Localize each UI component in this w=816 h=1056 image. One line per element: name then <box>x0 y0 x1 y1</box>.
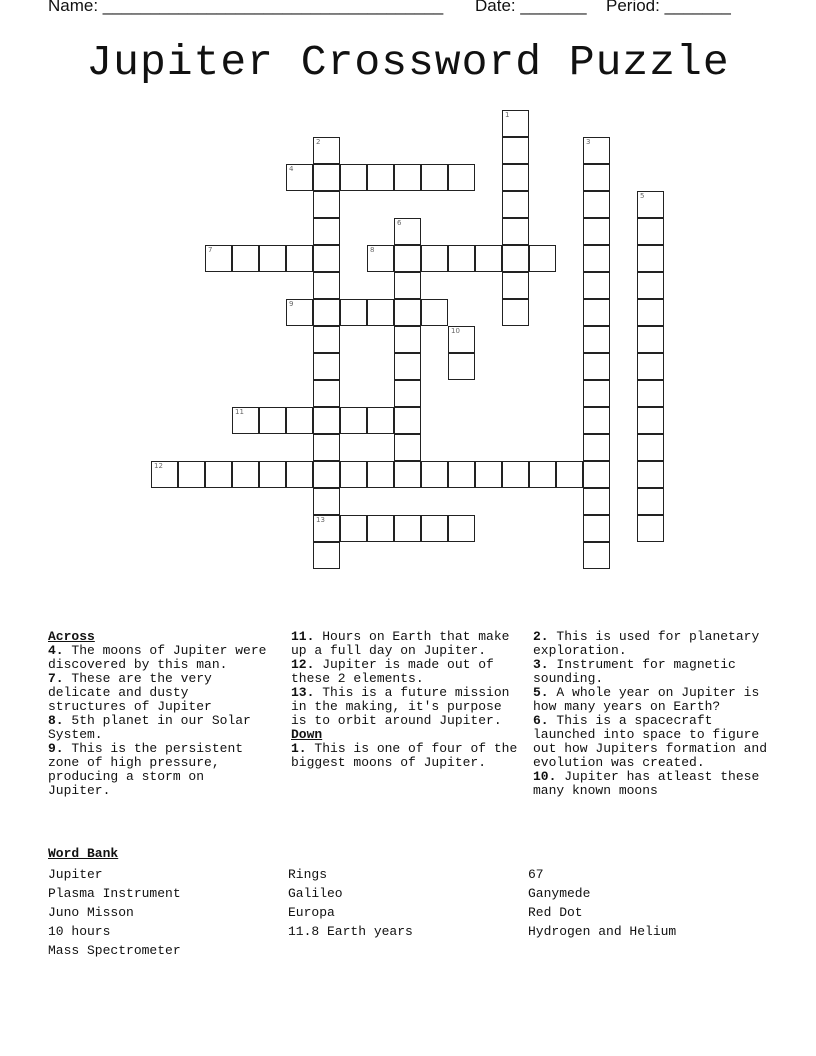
grid-cell[interactable] <box>583 515 610 542</box>
grid-cell[interactable] <box>448 353 475 380</box>
grid-cell[interactable] <box>340 407 367 434</box>
grid-cell[interactable] <box>313 407 340 434</box>
word-bank-item: Europa <box>288 905 335 920</box>
grid-cell[interactable] <box>448 461 475 488</box>
clue-number: 11. <box>291 629 315 644</box>
word-bank-item: 10 hours <box>48 924 111 939</box>
grid-cell[interactable] <box>394 434 421 461</box>
grid-cell[interactable] <box>313 245 340 272</box>
grid-cell[interactable] <box>394 218 421 245</box>
word-bank-item: Jupiter <box>48 867 103 882</box>
grid-cell[interactable] <box>367 461 394 488</box>
grid-cell[interactable] <box>583 326 610 353</box>
grid-cell[interactable] <box>394 299 421 326</box>
grid-cell[interactable] <box>448 515 475 542</box>
grid-cell[interactable] <box>448 326 475 353</box>
cell-number: 5 <box>640 192 645 200</box>
clue-number: 8. <box>48 713 64 728</box>
clue-text: This is the persistent zone of high pressure, producing a storm on Jupiter. <box>48 741 244 798</box>
cell-number: 1 <box>505 111 510 119</box>
period-field[interactable]: Period: _______ <box>606 0 731 15</box>
page-title: Jupiter Crossword Puzzle <box>86 38 730 87</box>
clue-number: 5. <box>533 685 549 700</box>
grid-cell[interactable] <box>313 299 340 326</box>
clue-text: The moons of Jupiter were discovered by this man. <box>48 643 267 672</box>
across-heading: Across <box>48 629 95 644</box>
clue-item <box>533 686 773 714</box>
grid-cell[interactable] <box>394 407 421 434</box>
grid-cell[interactable] <box>232 461 259 488</box>
grid-cell[interactable] <box>394 380 421 407</box>
grid-cell[interactable] <box>637 245 664 272</box>
grid-cell[interactable] <box>313 542 340 569</box>
word-bank-item: Red Dot <box>528 905 583 920</box>
grid-cell[interactable] <box>583 245 610 272</box>
word-bank-column-2 <box>288 865 413 941</box>
grid-cell[interactable] <box>583 407 610 434</box>
grid-cell[interactable] <box>313 191 340 218</box>
word-bank-item: Plasma Instrument <box>48 886 181 901</box>
grid-cell[interactable] <box>313 218 340 245</box>
cell-number: 6 <box>397 219 402 227</box>
grid-cell[interactable] <box>583 164 610 191</box>
clue-text: 5th planet in our Solar System. <box>48 713 251 742</box>
clue-text: Jupiter is made out of these 2 elements. <box>291 657 494 686</box>
grid-cell[interactable] <box>637 218 664 245</box>
grid-cell[interactable] <box>448 245 475 272</box>
grid-cell[interactable] <box>313 434 340 461</box>
clue-number: 9. <box>48 741 64 756</box>
grid-cell[interactable] <box>421 461 448 488</box>
clue-text: These are the very delicate and dusty structures of Jupiter <box>48 671 212 714</box>
grid-cell[interactable] <box>583 272 610 299</box>
grid-cell[interactable] <box>340 515 367 542</box>
clue-item <box>533 770 773 798</box>
clue-text: This is a spacecraft launched into space to figure out how Jupiters formation and evolution was created. <box>533 713 768 770</box>
word-bank-item: 67 <box>528 867 544 882</box>
clue-text: This is one of four of the biggest moons of Jupiter. <box>291 741 518 770</box>
grid-cell[interactable] <box>637 461 664 488</box>
grid-cell[interactable] <box>475 461 502 488</box>
grid-cell[interactable] <box>286 164 313 191</box>
word-bank-column-3 <box>528 865 676 941</box>
grid-cell[interactable] <box>313 461 340 488</box>
grid-cell[interactable] <box>502 191 529 218</box>
grid-cell[interactable] <box>502 218 529 245</box>
grid-cell[interactable] <box>394 353 421 380</box>
grid-cell[interactable] <box>421 245 448 272</box>
clue-number: 13. <box>291 685 315 700</box>
grid-cell[interactable] <box>583 542 610 569</box>
cell-number: 4 <box>289 165 294 173</box>
word-bank-item: Ganymede <box>528 886 591 901</box>
word-bank-item: Juno Misson <box>48 905 134 920</box>
clue-item <box>291 686 523 728</box>
grid-cell[interactable] <box>367 407 394 434</box>
grid-cell[interactable] <box>205 461 232 488</box>
clues-column-2 <box>291 630 523 770</box>
grid-cell[interactable] <box>583 218 610 245</box>
grid-cell[interactable] <box>151 461 178 488</box>
grid-cell[interactable] <box>394 272 421 299</box>
clue-text: This is used for planetary exploration. <box>533 629 760 658</box>
grid-cell[interactable] <box>313 380 340 407</box>
grid-cell[interactable] <box>313 488 340 515</box>
grid-cell[interactable] <box>394 245 421 272</box>
grid-cell[interactable] <box>637 353 664 380</box>
grid-cell[interactable] <box>502 164 529 191</box>
grid-cell[interactable] <box>394 326 421 353</box>
cell-number: 7 <box>208 246 213 254</box>
grid-cell[interactable] <box>313 353 340 380</box>
clue-number: 10. <box>533 769 557 784</box>
cell-number: 3 <box>586 138 591 146</box>
grid-cell[interactable] <box>340 164 367 191</box>
grid-cell[interactable] <box>367 299 394 326</box>
clue-text: A whole year on Jupiter is how many years on Earth? <box>533 685 760 714</box>
grid-cell[interactable] <box>421 164 448 191</box>
grid-cell[interactable] <box>286 461 313 488</box>
grid-cell[interactable] <box>394 515 421 542</box>
grid-cell[interactable] <box>502 461 529 488</box>
word-bank-item: Rings <box>288 867 328 882</box>
grid-cell[interactable] <box>286 407 313 434</box>
grid-cell[interactable] <box>286 299 313 326</box>
cell-number: 9 <box>289 300 294 308</box>
grid-cell[interactable] <box>583 353 610 380</box>
grid-cell[interactable] <box>583 434 610 461</box>
clue-item <box>533 630 773 658</box>
word-bank-item: 11.8 Earth years <box>288 924 413 939</box>
grid-cell[interactable] <box>583 461 610 488</box>
down-heading: Down <box>291 727 323 742</box>
clue-number: 6. <box>533 713 549 728</box>
grid-cell[interactable] <box>583 191 610 218</box>
grid-cell[interactable] <box>421 515 448 542</box>
cell-number: 2 <box>316 138 321 146</box>
grid-cell[interactable] <box>421 299 448 326</box>
word-bank-column-1 <box>48 865 181 960</box>
grid-cell[interactable] <box>367 515 394 542</box>
grid-cell[interactable] <box>394 164 421 191</box>
grid-cell[interactable] <box>637 434 664 461</box>
grid-cell[interactable] <box>394 461 421 488</box>
grid-cell[interactable] <box>340 299 367 326</box>
grid-cell[interactable] <box>313 137 340 164</box>
grid-cell[interactable] <box>529 245 556 272</box>
clues-column-3 <box>533 630 773 798</box>
word-bank-item: Hydrogen and Helium <box>528 924 677 939</box>
cell-number: 12 <box>154 462 163 470</box>
grid-cell[interactable] <box>583 488 610 515</box>
name-field[interactable]: Name: ____________________________________ <box>48 0 444 15</box>
clue-item <box>291 742 523 770</box>
down-clue-list <box>291 742 523 770</box>
grid-cell[interactable] <box>637 272 664 299</box>
clue-number: 2. <box>533 629 549 644</box>
cell-number: 8 <box>370 246 375 254</box>
grid-cell[interactable] <box>637 326 664 353</box>
grid-cell[interactable] <box>637 515 664 542</box>
clue-text: Instrument for magnetic sounding. <box>533 657 736 686</box>
grid-cell[interactable] <box>259 245 286 272</box>
cell-number: 10 <box>451 327 460 335</box>
grid-cell[interactable] <box>178 461 205 488</box>
clue-item <box>48 644 273 672</box>
down-clue-list-cont <box>533 630 773 798</box>
grid-cell[interactable] <box>475 245 502 272</box>
across-clue-list-cont <box>291 630 523 728</box>
word-bank-title: Word Bank <box>48 846 119 861</box>
clue-item <box>48 714 273 742</box>
grid-cell[interactable] <box>205 245 232 272</box>
clue-item <box>48 742 273 798</box>
grid-cell[interactable] <box>367 164 394 191</box>
grid-cell[interactable] <box>448 164 475 191</box>
grid-cell[interactable] <box>556 461 583 488</box>
grid-cell[interactable] <box>637 488 664 515</box>
grid-cell[interactable] <box>232 245 259 272</box>
grid-cell[interactable] <box>367 245 394 272</box>
clue-text: This is a future mission in the making, it's purpose is to orbit around Jupiter. <box>291 685 510 728</box>
grid-cell[interactable] <box>529 461 556 488</box>
grid-cell[interactable] <box>313 164 340 191</box>
clue-number: 7. <box>48 671 64 686</box>
grid-cell[interactable] <box>259 461 286 488</box>
cell-number: 11 <box>235 408 244 416</box>
grid-cell[interactable] <box>502 299 529 326</box>
clue-item <box>533 658 773 686</box>
clue-text: Jupiter has atleast these many known moons <box>533 769 760 798</box>
grid-cell[interactable] <box>286 245 313 272</box>
clue-number: 4. <box>48 643 64 658</box>
grid-cell[interactable] <box>502 110 529 137</box>
clue-number: 12. <box>291 657 315 672</box>
clue-number: 1. <box>291 741 307 756</box>
grid-cell[interactable] <box>637 191 664 218</box>
grid-cell[interactable] <box>583 137 610 164</box>
clue-item <box>291 630 523 658</box>
grid-cell[interactable] <box>502 137 529 164</box>
grid-cell[interactable] <box>340 461 367 488</box>
grid-cell[interactable] <box>232 407 259 434</box>
clue-number: 3. <box>533 657 549 672</box>
grid-cell[interactable] <box>502 272 529 299</box>
grid-cell[interactable] <box>637 380 664 407</box>
grid-cell[interactable] <box>313 326 340 353</box>
grid-cell[interactable] <box>259 407 286 434</box>
grid-cell[interactable] <box>637 299 664 326</box>
clue-item <box>533 714 773 770</box>
grid-cell[interactable] <box>502 245 529 272</box>
grid-cell[interactable] <box>313 515 340 542</box>
grid-cell[interactable] <box>583 299 610 326</box>
grid-cell[interactable] <box>583 380 610 407</box>
across-clue-list <box>48 644 273 798</box>
clues-column-1 <box>48 630 273 798</box>
grid-cell[interactable] <box>313 272 340 299</box>
clue-item <box>291 658 523 686</box>
grid-cell[interactable] <box>637 407 664 434</box>
cell-number: 13 <box>316 516 325 524</box>
clue-text: Hours on Earth that make up a full day on Jupiter. <box>291 629 510 658</box>
word-bank-item: Mass Spectrometer <box>48 943 181 958</box>
word-bank-item: Galileo <box>288 886 343 901</box>
clue-item <box>48 672 273 714</box>
date-field[interactable]: Date: _______ <box>475 0 587 15</box>
